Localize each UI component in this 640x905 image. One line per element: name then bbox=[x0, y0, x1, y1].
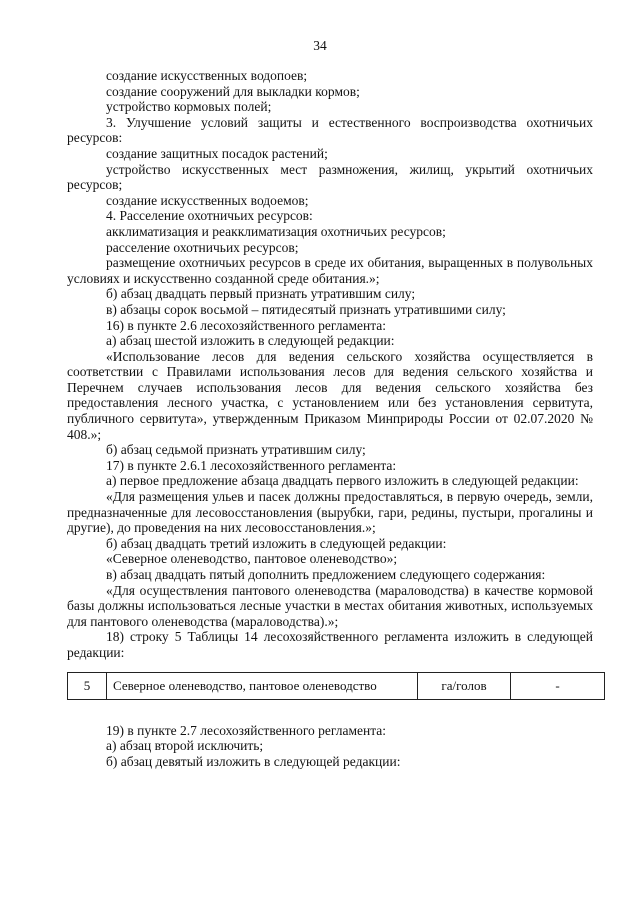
paragraph: в) абзац двадцать пятый дополнить предложением следующего содержания: bbox=[106, 567, 546, 582]
paragraph: б) абзац двадцать третий изложить в следующей редакции: bbox=[106, 535, 447, 551]
table-cell-type: Северное оленеводство, пантовое оленеводство bbox=[107, 672, 418, 699]
table-cell-number: 5 bbox=[68, 672, 107, 699]
table-cell-unit: га/голов bbox=[418, 672, 511, 699]
paragraph: акклиматизация и реакклиматизация охотничьих ресурсов; bbox=[106, 223, 446, 239]
paragraph: «Для размещения ульев и пасек должны предоставляться, в первую очередь, земли, предназначенные для лесовосстановления (вырубки, гари, редины, пустыри, прогалины и другие), до проведения на них лесовосстановления.»; bbox=[67, 489, 593, 536]
paragraph: создание искусственных водопоев; bbox=[106, 68, 308, 83]
paragraph: а) абзац второй исключить; bbox=[106, 738, 264, 754]
paragraph: «Использование лесов для ведения сельского хозяйства осуществляется в соответствии с Правилами использования лесов для ведения сельского хозяйства и Перечнем случаев использования лесов для ведения сельского хозяйства без предоставления лесного участка, с установлением или без установления сервитута, публичного сервитута», утвержденным Приказом Минприроды России от 02.07.2020 № 408.»; bbox=[67, 348, 593, 442]
paragraph: «Для осуществления пантового оленеводства (мараловодства) в качестве кормовой базы должны использоваться лесные участки в местах обитания животных, используемых для пантового оленеводства (мараловодства).»; bbox=[67, 582, 593, 629]
paragraph: устройство искусственных мест размножения, жилищ, укрытий охотничьих ресурсов; bbox=[67, 161, 593, 193]
paragraph: 19) в пункте 2.7 лесохозяйственного регламента: bbox=[106, 722, 387, 738]
document-body bbox=[67, 68, 593, 769]
table-14-row-5 bbox=[67, 672, 605, 700]
paragraph: 4. Расселение охотничьих ресурсов: bbox=[106, 208, 313, 224]
paragraph: 16) в пункте 2.6 лесохозяйственного регламента: bbox=[106, 317, 387, 333]
paragraph: создание защитных посадок растений; bbox=[106, 145, 328, 161]
paragraph: б) абзац двадцать первый признать утратившим силу; bbox=[106, 286, 416, 302]
page-number: 34 bbox=[313, 38, 327, 53]
paragraph: размещение охотничьих ресурсов в среде их обитания, выращенных в полувольных условиях и искусственно созданной среде обитания.»; bbox=[67, 255, 593, 286]
paragraph: б) абзац девятый изложить в следующей редакции: bbox=[106, 753, 401, 769]
paragraph: 18) строку 5 Таблицы 14 лесохозяйственного регламента изложить в следующей редакции: bbox=[67, 629, 593, 660]
paragraph: а) первое предложение абзаца двадцать первого изложить в следующей редакции: bbox=[106, 473, 579, 489]
paragraph: устройство кормовых полей; bbox=[106, 99, 272, 115]
paragraph: б) абзац седьмой признать утратившим силу; bbox=[106, 442, 366, 458]
paragraph: а) абзац шестой изложить в следующей редакции: bbox=[106, 333, 395, 349]
paragraph: создание сооружений для выкладки кормов; bbox=[106, 83, 360, 99]
paragraph: 3. Улучшение условий защиты и естественного воспроизводства охотничьих ресурсов: bbox=[67, 114, 593, 146]
paragraph: «Северное оленеводство, пантовое оленеводство»; bbox=[106, 551, 398, 567]
paragraph: 17) в пункте 2.6.1 лесохозяйственного регламента: bbox=[106, 457, 397, 473]
table-cell-value: - bbox=[511, 672, 605, 699]
paragraph: расселение охотничьих ресурсов; bbox=[106, 239, 299, 255]
paragraph: создание искусственных водоемов; bbox=[106, 192, 309, 208]
table-row bbox=[68, 672, 605, 699]
paragraph: в) абзацы сорок восьмой – пятидесятый признать утратившими силу; bbox=[106, 301, 506, 317]
